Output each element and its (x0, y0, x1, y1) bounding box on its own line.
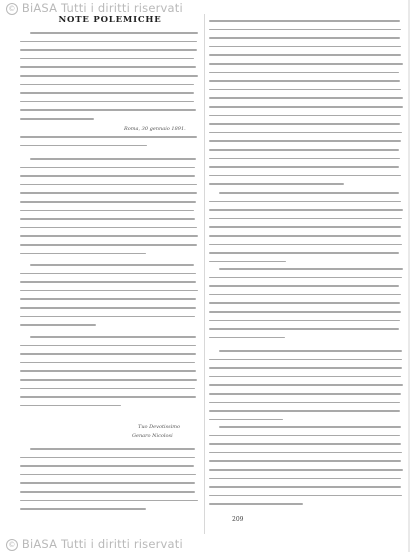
text-line (20, 101, 194, 103)
text-line (209, 410, 400, 412)
text-line (209, 376, 401, 378)
text-line (209, 435, 400, 437)
text-line (209, 46, 401, 48)
text-line (20, 84, 194, 86)
text-line (209, 311, 401, 313)
text-line (20, 307, 196, 309)
text-line (20, 508, 146, 510)
text-line (20, 379, 197, 381)
text-line (20, 192, 197, 194)
text-line (20, 184, 197, 186)
text-line (20, 345, 196, 347)
text-line (209, 469, 403, 471)
text-line (209, 419, 283, 421)
left-column (20, 0, 200, 552)
text-line (209, 261, 286, 263)
text-line (20, 75, 198, 77)
text-line (20, 324, 96, 326)
text-line (20, 118, 94, 120)
text-line (20, 474, 196, 476)
text-line (20, 92, 194, 94)
watermark-bottom-text: BiASA Tutti i diritti riservati (21, 537, 183, 551)
text-line (20, 201, 196, 203)
text-line (20, 353, 196, 355)
text-line (209, 158, 400, 160)
text-line (209, 226, 401, 228)
text-line (20, 175, 195, 177)
text-line (209, 486, 401, 488)
text-line (209, 201, 401, 203)
text-line (209, 132, 402, 134)
page-number: 209 (232, 516, 244, 523)
text-line (209, 277, 402, 279)
text-line (209, 443, 401, 445)
text-line (20, 290, 198, 292)
article-heading: NOTE POLEMICHE (58, 15, 162, 25)
text-line (20, 457, 195, 459)
text-line (209, 302, 400, 304)
text-line (20, 227, 197, 229)
signature-line-2: Genaro Nicolosi (132, 433, 173, 439)
text-line (209, 452, 402, 454)
text-line (30, 448, 195, 450)
text-line (20, 145, 147, 147)
text-line (209, 209, 403, 211)
text-line (209, 495, 402, 497)
text-line (20, 405, 121, 407)
text-line (209, 29, 401, 31)
text-line (20, 167, 195, 169)
text-line (209, 402, 400, 404)
text-line (20, 491, 195, 493)
text-line (209, 393, 401, 395)
text-line (30, 32, 198, 34)
text-line (20, 49, 197, 51)
text-line (20, 210, 194, 212)
text-line (209, 54, 401, 56)
text-line (209, 218, 402, 220)
text-line (209, 37, 400, 39)
signature-line-1: Tuo Devotissimo (138, 424, 181, 430)
text-line (20, 370, 196, 372)
copyright-icon: © (6, 3, 18, 15)
page-edge-shadow (408, 0, 410, 552)
watermark-top-text: BiASA Tutti i diritti riservati (21, 1, 183, 15)
text-line (209, 320, 400, 322)
text-line (209, 80, 400, 82)
text-line (20, 500, 198, 502)
article-dateline: Roma, 30 gennaio 1891. (124, 126, 186, 132)
watermark-bottom (6, 537, 183, 551)
text-line (20, 281, 196, 283)
text-line (209, 478, 401, 480)
text-line (219, 268, 403, 270)
text-line (20, 66, 196, 68)
text-line (209, 72, 399, 74)
copyright-icon: © (6, 539, 18, 551)
text-line (20, 109, 196, 111)
text-line (20, 362, 195, 364)
text-line (30, 264, 194, 266)
text-line (209, 235, 401, 237)
text-line (209, 337, 285, 339)
text-line (20, 388, 195, 390)
text-line (20, 298, 196, 300)
text-line (209, 166, 399, 168)
text-line (209, 252, 399, 254)
text-line (20, 253, 146, 255)
text-line (209, 63, 403, 65)
text-line (209, 89, 401, 91)
right-column (209, 0, 405, 552)
text-line (209, 503, 303, 505)
text-line (209, 149, 399, 151)
text-line (209, 123, 400, 125)
text-line (20, 465, 194, 467)
text-line (209, 359, 402, 361)
text-line (20, 218, 195, 220)
text-line (209, 244, 402, 246)
text-line (20, 316, 195, 318)
text-line (20, 235, 198, 237)
text-line (20, 244, 197, 246)
text-line (209, 285, 399, 287)
text-line (20, 396, 196, 398)
text-line (20, 136, 197, 138)
text-line (219, 426, 401, 428)
text-line (209, 367, 402, 369)
text-line (20, 41, 197, 43)
text-line (209, 115, 401, 117)
text-line (20, 482, 195, 484)
text-line (209, 175, 401, 177)
text-line (209, 20, 400, 22)
text-line (209, 460, 401, 462)
text-line (20, 273, 196, 275)
text-line (209, 140, 401, 142)
text-line (209, 384, 403, 386)
text-line (209, 328, 399, 330)
text-line (209, 106, 403, 108)
text-line (209, 183, 344, 185)
text-line (219, 192, 399, 194)
text-line (30, 158, 196, 160)
text-line (209, 97, 403, 99)
column-divider (204, 14, 205, 534)
text-line (20, 58, 194, 60)
text-line (219, 350, 402, 352)
text-line (209, 294, 401, 296)
text-line (30, 336, 196, 338)
